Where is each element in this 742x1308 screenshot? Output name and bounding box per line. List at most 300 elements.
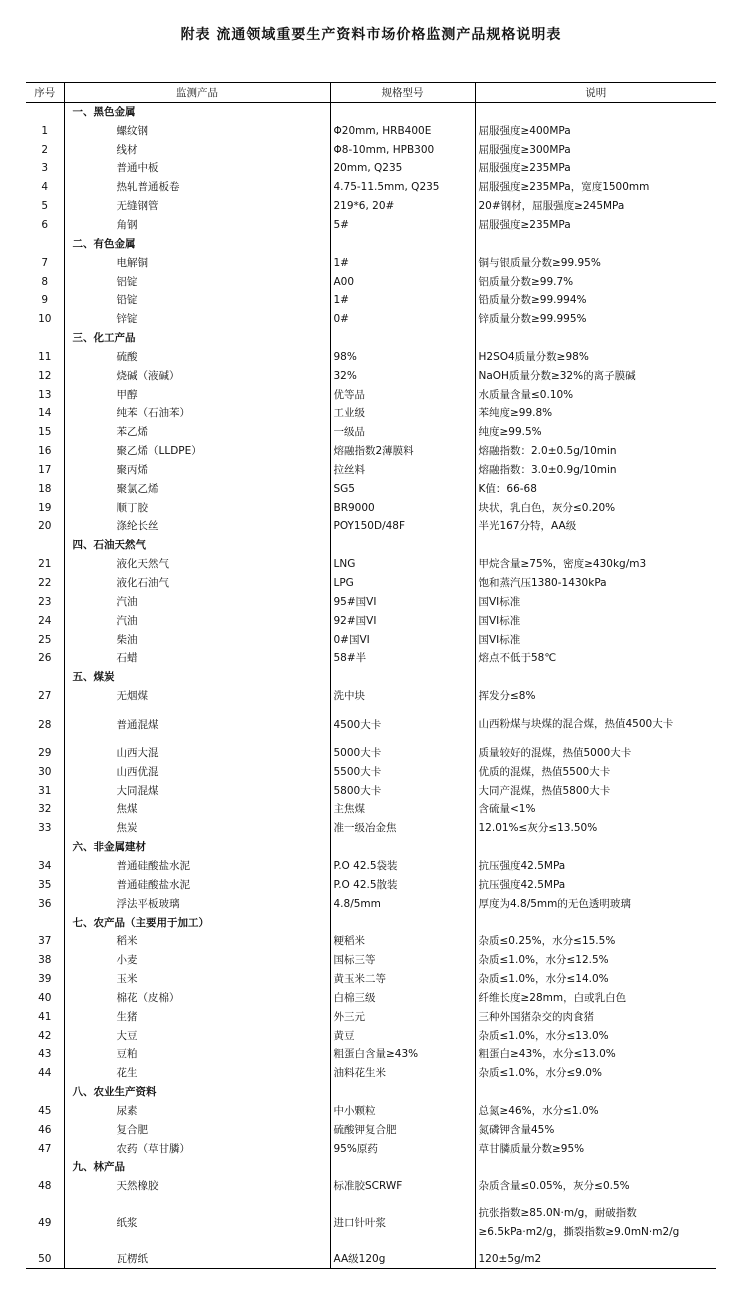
description: 甲烷含量≥75%，密度≥430kg/m3	[475, 555, 716, 574]
description: 铜与银质量分数≥99.95%	[475, 253, 716, 272]
category-no-cell	[26, 913, 64, 932]
product-name: 线材	[64, 140, 330, 159]
spec-model: 黄玉米二等	[330, 970, 475, 989]
product-name: 铅锭	[64, 291, 330, 310]
table-row	[26, 178, 716, 197]
row-number: 45	[38, 1104, 52, 1117]
empty-cell	[330, 1083, 475, 1102]
description: 饱和蒸汽压1380-1430kPa	[475, 574, 716, 593]
product-name: 豆粕	[64, 1045, 330, 1064]
category-label: 二、有色金属	[64, 234, 330, 253]
spec-model: 油料花生米	[330, 1064, 475, 1083]
category-label: 八、农业生产资料	[64, 1083, 330, 1102]
spec-model: 洗中块	[330, 687, 475, 706]
category-no-cell	[26, 234, 64, 253]
row-number: 36	[38, 897, 52, 910]
spec-model: 中小颗粒	[330, 1102, 475, 1121]
product-name: 烧碱（液碱）	[64, 366, 330, 385]
row-number: 4	[41, 181, 49, 194]
spec-model: 准一级冶金焦	[330, 819, 475, 838]
header-product: 监测产品	[64, 83, 330, 103]
table-row	[26, 611, 716, 630]
description: 粗蛋白≥43%，水分≤13.0%	[475, 1045, 716, 1064]
product-name: 硫酸	[64, 347, 330, 366]
description: 铅质量分数≥99.994%	[475, 291, 716, 310]
empty-cell	[475, 329, 716, 348]
product-name: 山西大混	[64, 744, 330, 763]
description: 抗压强度42.5MPa	[475, 875, 716, 894]
table-row	[26, 272, 716, 291]
row-number: 31	[38, 784, 52, 797]
spec-model: 进口针叶浆	[330, 1196, 475, 1250]
row-number: 48	[38, 1180, 52, 1193]
spec-model: 外三元	[330, 1007, 475, 1026]
product-name: 浮法平板玻璃	[64, 894, 330, 913]
description: 国VI标准	[475, 630, 716, 649]
row-number: 35	[38, 878, 52, 891]
spec-model: 工业级	[330, 404, 475, 423]
description: 熔融指数：3.0±0.9g/10min	[475, 461, 716, 480]
table-row	[26, 800, 716, 819]
empty-cell	[475, 913, 716, 932]
spec-model: Φ8-10mm, HPB300	[330, 140, 475, 159]
row-number: 32	[38, 803, 52, 816]
category-row	[26, 1083, 716, 1102]
description: 熔融指数：2.0±0.5g/10min	[475, 442, 716, 461]
description: 半光167分特，AA级	[475, 517, 716, 536]
empty-cell	[475, 838, 716, 857]
category-label: 一、黑色金属	[64, 103, 330, 122]
table-row	[26, 592, 716, 611]
category-label: 九、林产品	[64, 1158, 330, 1177]
product-name: 瓦楞纸	[64, 1250, 330, 1269]
product-name: 石蜡	[64, 649, 330, 668]
description: 屈服强度≥300MPa	[475, 140, 716, 159]
spec-model: 一级品	[330, 423, 475, 442]
row-number: 9	[41, 294, 49, 307]
empty-cell	[475, 103, 716, 122]
description: 屈服强度≥235MPa	[475, 216, 716, 235]
description: 草甘膦质量分数≥95%	[475, 1139, 716, 1158]
table-row	[26, 970, 716, 989]
product-name: 纯苯（石油苯）	[64, 404, 330, 423]
description: 总氮≥46%，水分≤1.0%	[475, 1102, 716, 1121]
empty-cell	[330, 913, 475, 932]
category-row	[26, 234, 716, 253]
row-number: 17	[38, 463, 52, 476]
description: 优质的混煤，热值5500大卡	[475, 762, 716, 781]
product-name: 无缝钢管	[64, 197, 330, 216]
row-number: 20	[38, 520, 52, 533]
spec-model: 5500大卡	[330, 762, 475, 781]
spec-model: 粗蛋白含量≥43%	[330, 1045, 475, 1064]
spec-model: 95%原药	[330, 1139, 475, 1158]
table-row	[26, 988, 716, 1007]
category-label: 四、石油天然气	[64, 536, 330, 555]
product-name: 无烟煤	[64, 687, 330, 706]
spec-model: 黄豆	[330, 1026, 475, 1045]
table-row	[26, 1250, 716, 1269]
description: 20#钢材，屈服强度≥245MPa	[475, 197, 716, 216]
spec-model: 5#	[330, 216, 475, 235]
category-no-cell	[26, 668, 64, 687]
product-name: 涤纶长丝	[64, 517, 330, 536]
spec-model: SG5	[330, 479, 475, 498]
spec-model: 92#国VI	[330, 611, 475, 630]
category-row	[26, 1158, 716, 1177]
row-number: 26	[38, 652, 52, 665]
product-name: 复合肥	[64, 1120, 330, 1139]
category-label: 五、煤炭	[64, 668, 330, 687]
description: 杂质≤1.0%，水分≤14.0%	[475, 970, 716, 989]
empty-cell	[475, 1083, 716, 1102]
description: 国VI标准	[475, 611, 716, 630]
product-name: 棉花（皮棉）	[64, 988, 330, 1007]
spec-model: 主焦煤	[330, 800, 475, 819]
table-row	[26, 140, 716, 159]
row-number: 15	[38, 426, 52, 439]
row-number: 41	[38, 1010, 52, 1023]
row-number: 42	[38, 1029, 52, 1042]
spec-model: 20mm, Q235	[330, 159, 475, 178]
table-row	[26, 479, 716, 498]
row-number: 47	[38, 1142, 52, 1155]
table-row	[26, 687, 716, 706]
spec-model: 4.75-11.5mm, Q235	[330, 178, 475, 197]
description: 屈服强度≥400MPa	[475, 121, 716, 140]
empty-cell	[475, 1158, 716, 1177]
spec-model: 硫酸钾复合肥	[330, 1120, 475, 1139]
product-name: 聚氯乙烯	[64, 479, 330, 498]
row-number: 37	[38, 935, 52, 948]
row-number: 25	[38, 633, 52, 646]
table-row	[26, 423, 716, 442]
description: 抗张指数≥85.0N·m/g，耐破指数≥6.5kPa·m2/g，撕裂指数≥9.0mN·m2/g	[475, 1196, 716, 1250]
table-header-row	[26, 83, 716, 103]
product-name: 小麦	[64, 951, 330, 970]
product-name: 普通硅酸盐水泥	[64, 875, 330, 894]
empty-cell	[475, 668, 716, 687]
table-row	[26, 197, 716, 216]
category-no-cell	[26, 1083, 64, 1102]
table-row	[26, 442, 716, 461]
table-row	[26, 1045, 716, 1064]
header-no: 序号	[34, 87, 56, 99]
spec-model: 219*6, 20#	[330, 197, 475, 216]
header-spec: 规格型号	[330, 83, 475, 103]
table-row	[26, 517, 716, 536]
row-number: 19	[38, 501, 52, 514]
empty-cell	[475, 234, 716, 253]
row-number: 22	[38, 577, 52, 590]
description: 杂质≤1.0%，水分≤13.0%	[475, 1026, 716, 1045]
table-row	[26, 762, 716, 781]
table-row	[26, 1120, 716, 1139]
description: 挥发分≤8%	[475, 687, 716, 706]
spec-model: 1#	[330, 291, 475, 310]
product-name: 苯乙烯	[64, 423, 330, 442]
empty-cell	[475, 536, 716, 555]
description: 纤维长度≥28mm，白或乳白色	[475, 988, 716, 1007]
product-name: 液化石油气	[64, 574, 330, 593]
product-name: 普通混煤	[64, 706, 330, 744]
category-row	[26, 913, 716, 932]
product-name: 螺纹钢	[64, 121, 330, 140]
table-row	[26, 630, 716, 649]
row-number: 28	[38, 718, 52, 731]
table-row	[26, 951, 716, 970]
product-name: 热轧普通板卷	[64, 178, 330, 197]
row-number: 21	[38, 558, 52, 571]
description: 熔点不低于58℃	[475, 649, 716, 668]
description: NaOH质量分数≥32%的离子膜碱	[475, 366, 716, 385]
row-number: 14	[38, 407, 52, 420]
header-desc: 说明	[475, 83, 716, 103]
category-row	[26, 668, 716, 687]
spec-model: LPG	[330, 574, 475, 593]
category-label: 六、非金属建材	[64, 838, 330, 857]
spec-model: 1#	[330, 253, 475, 272]
row-number: 33	[38, 822, 52, 835]
row-number: 39	[38, 973, 52, 986]
spec-model: 国标三等	[330, 951, 475, 970]
description: 120±5g/m2	[475, 1250, 716, 1269]
product-name: 天然橡胶	[64, 1177, 330, 1196]
spec-model: AA级120g	[330, 1250, 475, 1269]
product-name: 电解铜	[64, 253, 330, 272]
description: K值：66-68	[475, 479, 716, 498]
spec-model: 粳稻米	[330, 932, 475, 951]
spec-model: POY150D/48F	[330, 517, 475, 536]
spec-model: LNG	[330, 555, 475, 574]
empty-cell	[330, 103, 475, 122]
product-name: 汽油	[64, 611, 330, 630]
product-name: 液化天然气	[64, 555, 330, 574]
spec-table	[26, 82, 716, 1269]
spec-model: 0#国VI	[330, 630, 475, 649]
table-row	[26, 291, 716, 310]
spec-model: 98%	[330, 347, 475, 366]
table-row	[26, 781, 716, 800]
category-no-cell	[26, 536, 64, 555]
spec-model: 4.8/5mm	[330, 894, 475, 913]
table-row	[26, 1007, 716, 1026]
empty-cell	[330, 668, 475, 687]
row-number: 10	[38, 313, 52, 326]
row-number: 49	[38, 1216, 52, 1229]
table-row	[26, 1196, 716, 1250]
table-row	[26, 819, 716, 838]
spec-model: P.O 42.5袋装	[330, 857, 475, 876]
spec-model: 0#	[330, 310, 475, 329]
row-number: 50	[38, 1252, 52, 1265]
table-row	[26, 253, 716, 272]
description: 屈服强度≥235MPa	[475, 159, 716, 178]
spec-model: 优等品	[330, 385, 475, 404]
row-number: 23	[38, 595, 52, 608]
page-title: 附表 流通领域重要生产资料市场价格监测产品规格说明表	[180, 27, 562, 43]
row-number: 18	[38, 482, 52, 495]
category-no-cell	[26, 1158, 64, 1177]
table-row	[26, 894, 716, 913]
row-number: 38	[38, 954, 52, 967]
empty-cell	[330, 234, 475, 253]
table-row	[26, 875, 716, 894]
row-number: 16	[38, 445, 52, 458]
table-row	[26, 1026, 716, 1045]
table-row	[26, 159, 716, 178]
category-row	[26, 329, 716, 348]
product-name: 尿素	[64, 1102, 330, 1121]
product-name: 焦炭	[64, 819, 330, 838]
spec-model: 4500大卡	[330, 706, 475, 744]
table-row	[26, 574, 716, 593]
spec-model: 95#国VI	[330, 592, 475, 611]
spec-model: 白棉三级	[330, 988, 475, 1007]
row-number: 34	[38, 859, 52, 872]
product-name: 山西优混	[64, 762, 330, 781]
description: 水质量含量≤0.10%	[475, 385, 716, 404]
table-row	[26, 1064, 716, 1083]
description: 三种外国猪杂交的肉食猪	[475, 1007, 716, 1026]
table-row	[26, 216, 716, 235]
product-name: 普通中板	[64, 159, 330, 178]
row-number: 12	[38, 369, 52, 382]
description: 厚度为4.8/5mm的无色透明玻璃	[475, 894, 716, 913]
table-row	[26, 310, 716, 329]
description: 氮磷钾含量45%	[475, 1120, 716, 1139]
description: 屈服强度≥235MPa，宽度1500mm	[475, 178, 716, 197]
product-name: 甲醇	[64, 385, 330, 404]
product-name: 柴油	[64, 630, 330, 649]
category-row	[26, 103, 716, 122]
row-number: 2	[41, 143, 49, 156]
table-row	[26, 1139, 716, 1158]
description: 质量较好的混煤，热值5000大卡	[475, 744, 716, 763]
product-name: 玉米	[64, 970, 330, 989]
category-label: 三、化工产品	[64, 329, 330, 348]
table-row	[26, 857, 716, 876]
category-no-cell	[26, 838, 64, 857]
table-row	[26, 744, 716, 763]
row-number: 30	[38, 765, 52, 778]
table-row	[26, 1102, 716, 1121]
spec-model: P.O 42.5散装	[330, 875, 475, 894]
table-row	[26, 404, 716, 423]
product-name: 角钢	[64, 216, 330, 235]
product-name: 顺丁胶	[64, 498, 330, 517]
empty-cell	[330, 1158, 475, 1177]
row-number: 29	[38, 746, 52, 759]
row-number: 13	[38, 388, 52, 401]
table-body	[26, 103, 716, 1269]
product-name: 农药（草甘膦）	[64, 1139, 330, 1158]
table-row	[26, 706, 716, 744]
product-name: 稻米	[64, 932, 330, 951]
row-number: 43	[38, 1048, 52, 1061]
description: 抗压强度42.5MPa	[475, 857, 716, 876]
empty-cell	[330, 329, 475, 348]
category-row	[26, 838, 716, 857]
description: 杂质≤1.0%，水分≤9.0%	[475, 1064, 716, 1083]
product-name: 锌锭	[64, 310, 330, 329]
row-number: 40	[38, 991, 52, 1004]
product-name: 大同混煤	[64, 781, 330, 800]
category-row	[26, 536, 716, 555]
table-row	[26, 366, 716, 385]
row-number: 7	[41, 256, 49, 269]
description: 杂质≤1.0%，水分≤12.5%	[475, 951, 716, 970]
description: 山西粉煤与块煤的混合煤，热值4500大卡	[475, 706, 716, 744]
product-name: 铝锭	[64, 272, 330, 291]
row-number: 11	[38, 350, 52, 363]
row-number: 3	[41, 162, 49, 175]
product-name: 焦煤	[64, 800, 330, 819]
spec-model: 熔融指数2薄膜料	[330, 442, 475, 461]
description: H2SO4质量分数≥98%	[475, 347, 716, 366]
row-number: 46	[38, 1123, 52, 1136]
product-name: 聚乙烯（LLDPE）	[64, 442, 330, 461]
spec-model: 5000大卡	[330, 744, 475, 763]
description: 杂质含量≤0.05%，灰分≤0.5%	[475, 1177, 716, 1196]
table-row	[26, 461, 716, 480]
category-label: 七、农产品（主要用于加工）	[64, 913, 330, 932]
spec-model: 标准胶SCRWF	[330, 1177, 475, 1196]
spec-model: BR9000	[330, 498, 475, 517]
table-row	[26, 932, 716, 951]
row-number: 24	[38, 614, 52, 627]
description: 含硫量<1%	[475, 800, 716, 819]
spec-model: 5800大卡	[330, 781, 475, 800]
product-name: 大豆	[64, 1026, 330, 1045]
product-name: 聚丙烯	[64, 461, 330, 480]
product-name: 普通硅酸盐水泥	[64, 857, 330, 876]
product-name: 纸浆	[64, 1196, 330, 1250]
spec-model: Φ20mm, HRB400E	[330, 121, 475, 140]
spec-model: A00	[330, 272, 475, 291]
empty-cell	[330, 536, 475, 555]
description: 锌质量分数≥99.995%	[475, 310, 716, 329]
table-row	[26, 1177, 716, 1196]
row-number: 8	[41, 275, 49, 288]
table-row	[26, 555, 716, 574]
description: 12.01%≤灰分≤13.50%	[475, 819, 716, 838]
table-row	[26, 121, 716, 140]
product-name: 汽油	[64, 592, 330, 611]
description: 大同产混煤，热值5800大卡	[475, 781, 716, 800]
row-number: 44	[38, 1067, 52, 1080]
row-number: 1	[41, 124, 49, 137]
product-name: 花生	[64, 1064, 330, 1083]
description: 块状，乳白色，灰分≤0.20%	[475, 498, 716, 517]
description: 杂质≤0.25%，水分≤15.5%	[475, 932, 716, 951]
category-no-cell	[26, 329, 64, 348]
table-row	[26, 347, 716, 366]
table-row	[26, 498, 716, 517]
description: 纯度≥99.5%	[475, 423, 716, 442]
category-no-cell	[26, 103, 64, 122]
row-number: 27	[38, 690, 52, 703]
description: 国VI标准	[475, 592, 716, 611]
row-number: 6	[41, 218, 49, 231]
empty-cell	[330, 838, 475, 857]
spec-model: 32%	[330, 366, 475, 385]
description: 苯纯度≥99.8%	[475, 404, 716, 423]
table-row	[26, 649, 716, 668]
spec-model: 拉丝料	[330, 461, 475, 480]
description: 铝质量分数≥99.7%	[475, 272, 716, 291]
spec-model: 58#半	[330, 649, 475, 668]
